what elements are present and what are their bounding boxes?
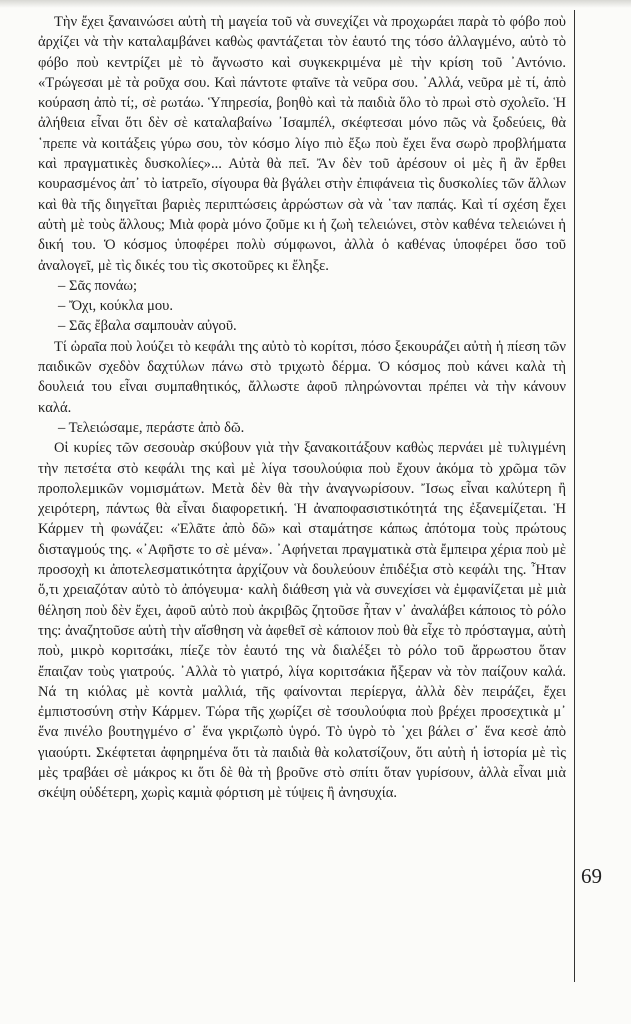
margin-rule [574,10,575,982]
paragraph: Τὴν ἔχει ξαναινώσει αὐτὴ τὴ μαγεία τοῦ νὰ συνεχίζει νὰ προχωράει παρὰ τὸ φόβο ποὺ ἀρχίζει νὰ τὴν καταλαμβάνει καθὼς φαντάζεται τὸν ἑαυτό της τόσο ἀλλαγμένο, αὐτὸ τὸ φόβο ποὺ κεντρίζει μὲ τὸ ἄγνωστο καὶ συγκεκριμένα μὲ τὴν κρίση τοῦ ᾿Αντόνιο. «Τρώγεσαι μὲ τὰ ροῦχα σου. Καὶ πάντοτε φταῖνε τὰ νεῦρα σου. ᾿Αλλά, νεῦρα μὲ τί, ἀπὸ κούραση ἀπὸ τί;, σὲ ρωτάω. Ὑπηρεσία, βοηθὸ καὶ τὰ παιδιὰ ὅλο τὸ πρωὶ στὸ σχολεῖο. Ἡ ἀλήθεια εἶναι ὅτι δὲν σὲ καταλαβαίνω ᾿Ισαμπέλ, σκέφτεσαι μόνο πῶς νὰ ξοδεύεις, θὰ ῾πρεπε νὰ κοιτάξεις γύρω σου, τὸν κόσμο λίγο πιὸ ἔξω ποὺ ἔχει ἕνα σωρὸ προβλήματα καὶ πραγματικὲς δυσκολίες»... Αὐτὰ θὰ πεῖ. Ἄν δὲν τοῦ ἀρέσουν οἱ μὲς ἢ ἂν ἔρθει κουρασμένος ἀπ᾿ τὸ ἰατρεῖο, σίγουρα θὰ βγάλει στὴν ἐπιφάνεια τὶς δυσκολίες τῶν ἄλλων καὶ θὰ τῆς διηγεῖται βαριὲς περιπτώσεις ἀρρώστων σὰ νὰ ῾ταν παπάς. Καὶ τί σχέση ἔχει αὐτὴ μὲ τοὺς ἄλλους; Μιὰ φορὰ μόνο ζοῦμε κι ἡ ζωὴ τελειώνει, στὸν καθένα τελειώνει ἡ δική του. Ὁ κόσμος ὑποφέρει πολὺ σύμφωνοι, ἀλλὰ ὁ καθένας ὑποφέρει ὅσο τοῦ ἀναλογεῖ, μὲ τὶς δικές του τὶς σκοτοῦρες κι ἔληξε. [38,14,566,274]
paragraph: Οἱ κυρίες τῶν σεσουὰρ σκύβουν γιὰ τὴν ξανακοιτάξουν καθὼς περνάει μὲ τυλιγμένη τὴν πετσέτα στὸ κεφάλι της καὶ μὲ λίγα τσουλούφια ποὺ ἔχουν ἀκόμα τὸ χρῶμα τῶν προπολεμικῶν νομισμάτων. Μετὰ δὲν θὰ τὴν ἀναγνωρίσουν. Ἴσως εἶναι καλύτερη ἢ χειρότερη, πάντως θὰ εἶναι διαφορετική. Ἡ ἀναποφασιστικότητά της ἐξανεμίζεται. Ἡ Κάρμεν τὴ φωνάζει: «Ἐλᾶτε ἀπὸ δῶ» καὶ σταμάτησε κάπως ἀπότομα τοὺς πρώτους δισταγμούς της. «᾿Αφῆστε το σὲ μένα». ᾿Αφήνεται πραγματικὰ στὰ ἔμπειρα χέρια ποὺ μὲ προσοχὴ κι ἀποτελεσματικότητα ἀρχίζουν νὰ δουλεύουν ἐπιδέξια στὸ κεφάλι της. Ἦταν ὅ,τι χρειαζόταν αὐτὸ τὸ ἀπόγευμα· καλὴ διάθεση γιὰ νὰ συνεχίσει νὰ ἐμφανίζεται μὲ μιὰ θέληση ποὺ δὲν ἔχει, ἀφοῦ αὐτὸ ποὺ ἀκριβῶς ζητοῦσε ἦταν ν᾿ ἀναλάβει κάποιος τὸ ρόλο της: ἀναζητοῦσε αὐτὴ τὴν αἴσθηση νὰ ἀφεθεῖ σὲ κάποιον ποὺ θὰ εἶχε τὸ πρόσταγμα, αὐτὴ ποὺ, μικρὸ κοριτσάκι, πίεζε τὸν ἑαυτό της νὰ διαλέξει τὸ ρόλο τοῦ ἄρρωστου ὅταν ἔπαιζαν τοὺς γιατρούς. ᾿Αλλὰ τὸ γιατρό, λίγα κοριτσάκια ἤξεραν νὰ τὸν παίζουν καλά. Νά τη κιόλας μὲ κοντὰ μαλλιά, τῆς φαίνονται περίεργα, ἀλλὰ δὲν πειράζει, ἔχει ἐμπιστοσύνη στὴν Κάρμεν. Τώρα τῆς χωρίζει σὲ τσουλούφια ποὺ βρέχει προσεχτικὰ μ᾿ ἕνα πινέλο βουτηγμένο σ᾿ ἕνα γκριζωπὸ ὑγρό. Τὸ ὑγρὸ τὸ ῾χει βάλει σ᾿ ἕνα κεσὲ ἀπὸ γιαούρτι. Σκέφτεται ἀφηρημένα ὅτι τὰ παιδιὰ θὰ κολατσίζουν, ὅτι αὐτὴ ἡ ἱστορία μὲ τὶς μὲς τραβάει σὲ μάκρος κι ὅτι δὲ θὰ τὴ βροῦνε στὸ σπίτι ὅταν γυρίσουν, ἀλλὰ εἶναι μιὰ σκέψη οὐδέτερη, χωρὶς καμιὰ φόρτιση μὲ τύψεις ἢ ἀνησυχία. [38,440,566,802]
body-text [38,12,566,804]
page-number: 69 [581,864,602,888]
dialogue-line: – Ὄχι, κούκλα μου. [58,298,174,315]
paragraph: Τί ὡραῖα ποὺ λούζει τὸ κεφάλι της αὐτὸ τὸ κορίτσι, πόσο ξεκουράζει αὐτὴ ἡ πίεση τῶν παιδικῶν σχεδὸν δαχτύλων πάνω στὸ τριχωτὸ δέρμα. Ὁ κόσμος ποὺ κάνει καλὰ τὴ δουλειά του εἶναι συμπαθητικός, ἄλλωστε ἀφοῦ πληρώνονται πρέπει νὰ τὴν κάνουν καλά. [38,338,566,416]
dialogue-line: – Σᾶς ἔβαλα σαμπουὰν αὐγοῦ. [58,318,237,335]
scan-edge-shadow [0,0,631,8]
dialogue-line: – Σᾶς πονάω; [58,277,138,294]
dialogue-line: – Τελειώσαμε, περάστε ἀπὸ δῶ. [58,419,245,436]
